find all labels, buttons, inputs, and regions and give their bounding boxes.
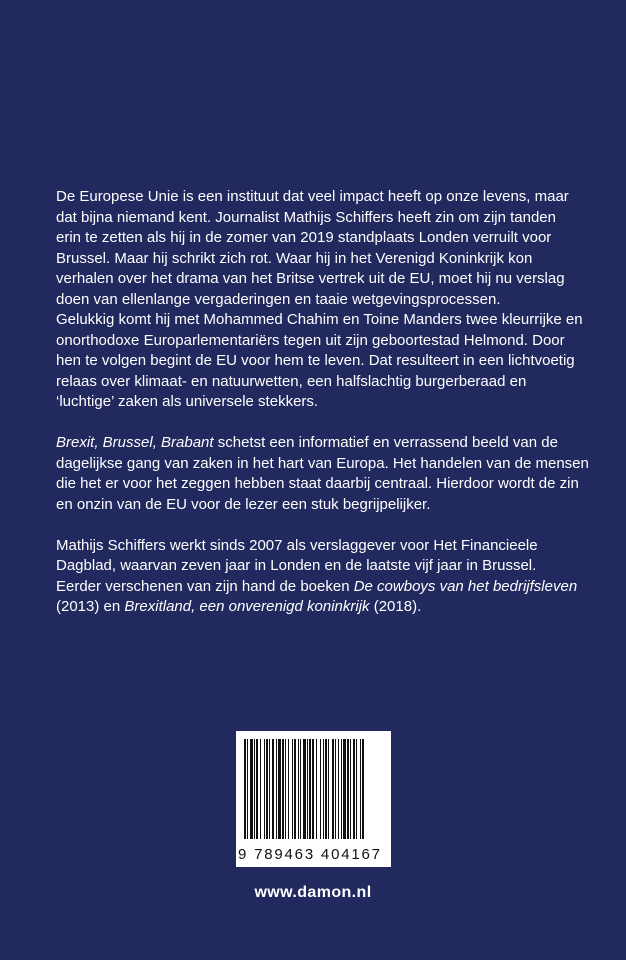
barcode-bar — [320, 739, 321, 839]
barcode-bar — [341, 739, 342, 839]
barcode-bar — [353, 739, 355, 839]
book-title-italic: Brexit, Brussel, Brabant — [56, 434, 214, 451]
barcode-bar — [264, 739, 265, 839]
barcode-bar — [307, 739, 308, 839]
barcode-bar — [362, 739, 364, 839]
author-bio-text-b: (2013) en — [56, 598, 121, 615]
barcode-bar — [292, 739, 293, 839]
previous-book-title-2: Brexitland, een onverenigd koninkrijk — [124, 598, 370, 615]
barcode-bar — [288, 739, 289, 839]
barcode-bar — [360, 739, 361, 839]
barcode-bar — [332, 739, 334, 839]
previous-book-title-1: De cowboys van het bedrijfsleven — [353, 577, 578, 595]
barcode-bar — [343, 739, 346, 839]
barcode-bar — [260, 739, 261, 839]
barcode-bar — [325, 739, 327, 839]
barcode-bar — [309, 739, 311, 839]
barcode-bar — [285, 739, 286, 839]
barcode-bar — [328, 739, 329, 839]
blurb-paragraph-1: De Europese Unie is een instituut dat veel impact heeft op onze levens, maar dat bijna niemand kent. Journalist Mathijs Schiffers heeft zin om zijn tanden erin te zetten als hij in de zomer van 2019 standplaats Londen verruilt voor Brussel. Maar hij schrikt zich rot. Waar hij in het Verenigd Koninkrijk kon verhalen over het drama van het Britse vertrek uit de EU, moet hij nu verslag doen van ellenlange vergaderingen en taaie wetgevingsprocessen. Gelukkig komt hij met Mohammed Chahim en Toine Manders twee kleurrijke en onorthodoxe Europarlementariërs tegen uit zijn geboortestad Helmond. Door hen te volgen begint de EU voor hem te leven. Dat resulteert in een lichtvoetig relaas over klimaat- en natuurwetten, een halfslachtig burgerberaad en ‘luchtige’ zaken als universele stekkers. — [56, 188, 583, 410]
barcode-bar — [347, 739, 349, 839]
barcode-bar — [356, 739, 357, 839]
barcode-bar — [269, 739, 270, 839]
barcode-bar — [276, 739, 277, 839]
barcode-bar — [278, 739, 281, 839]
blurb-paragraph-2-text: schetst een informatief en verrassend beeld van de dagelijkse gang van zaken in het hart van Europa. Het handelen van de mensen die het er voor het zeggen hebben staat daarbij centraal. Hierdoor wordt de zin en onzin van de EU voor de lezer een stuk begrijpelijker. — [56, 434, 589, 513]
barcode-bar — [244, 739, 246, 839]
barcode-bar — [303, 739, 306, 839]
barcode-bar — [350, 739, 351, 839]
back-cover-blurb — [56, 187, 616, 638]
barcode-bar — [266, 739, 268, 839]
author-bio-text-c: (2018). — [369, 598, 422, 615]
isbn-number: 9 789463 404167 — [238, 846, 382, 863]
barcode-bar — [300, 739, 301, 839]
author-bio-paragraph — [56, 536, 616, 618]
barcode-bar — [256, 739, 258, 839]
barcode-bar — [247, 739, 248, 839]
barcode-bar — [254, 739, 255, 839]
publisher-website: www.damon.nl — [254, 884, 372, 901]
barcode-bar — [250, 739, 253, 839]
author-bio-text-a: Mathijs Schiffers werkt sinds 2007 als verslaggever voor Het Financieele Dagblad, waarvan zeven jaar in Londen en de laatste vijf jaar in Brussel. Eerder verschenen van zijn hand de boeken — [56, 536, 538, 595]
barcode-bar — [294, 739, 296, 839]
barcode-bar — [298, 739, 299, 839]
barcode-bar — [272, 739, 274, 839]
barcode-bar — [282, 739, 284, 839]
barcode-bar — [323, 739, 324, 839]
barcode-bar — [312, 739, 314, 839]
isbn-barcode — [236, 731, 391, 867]
blurb-paragraph-2 — [56, 433, 616, 515]
barcode-bar — [316, 739, 317, 839]
barcode-bar — [335, 739, 336, 839]
barcode-bar — [338, 739, 339, 839]
